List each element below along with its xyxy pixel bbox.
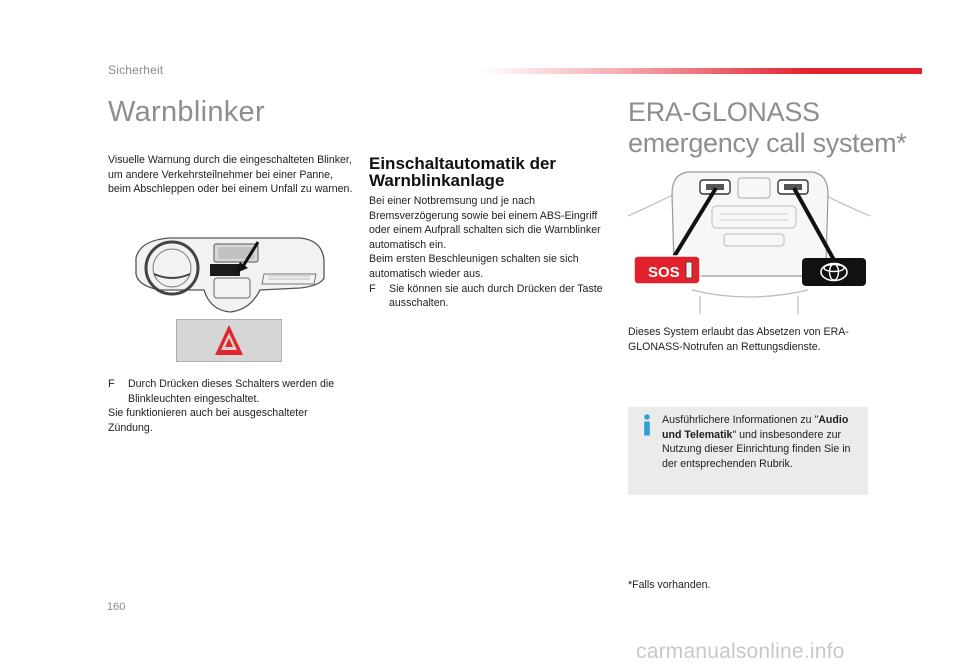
footnote: *Falls vorhanden. [628, 579, 711, 591]
info-text [662, 413, 862, 471]
bullet-marker: F [369, 282, 376, 295]
dashboard-illustration [130, 234, 330, 316]
intro-paragraph: Visuelle Warnung durch die eingeschalteten Blinker, um andere Verkehrsteilnehmer bei einer Panne, beim Abschleppen oder bei einem Unfall zu warnen. [108, 154, 353, 196]
bullet-text: Sie können sie auch durch Drücken der Taste ausschalten. [389, 282, 603, 310]
watermark: carmanualsonline.info [636, 640, 845, 663]
era-glonass-description: Dieses System erlaubt das Absetzen von ERA-GLONASS-Notrufen an Rettungsdienste. [628, 326, 849, 353]
einschaltautomatik-body [369, 194, 603, 311]
page-number: 160 [107, 601, 126, 613]
overhead-console-illustration [628, 164, 870, 316]
title-line-1: ERA-GLONASS [628, 97, 820, 127]
era-glonass-title [628, 97, 907, 159]
info-icon [640, 414, 654, 436]
page-title-warnblinker: Warnblinker [108, 96, 265, 128]
bullet-text: Durch Drücken dieses Schalters werden die Blinkleuchten eingeschaltet. [128, 378, 335, 405]
info-text-post: " und insbesondere zur Nutzung dieser Einrichtung finden Sie in der entsprechenden Rubrik. [662, 428, 851, 470]
sos-button-label: SOS [648, 264, 680, 281]
hazard-switch-image [176, 319, 282, 362]
paragraph-2: Beim ersten Beschleunigen schalten sie sich automatisch wieder aus. [369, 253, 579, 280]
bullet-marker: F [108, 378, 115, 390]
heading-line-1: Einschaltautomatik der [369, 154, 557, 173]
paragraph-1: Bei einer Notbremsung und je nach Bremsverzögerung sowie bei einem ABS-Eingriff oder einem Aufprall schalten sich die Warnblinker automatisch ein. [369, 195, 601, 251]
after-bullet-text: Sie funktionieren auch bei ausgeschalteter Zündung. [108, 407, 308, 434]
info-text-pre: Ausführlichere Informationen zu " [662, 414, 819, 426]
title-line-2: emergency call system* [628, 128, 907, 158]
heading-line-2: Warnblinkanlage [369, 171, 505, 190]
section-label: Sicherheit [108, 63, 164, 77]
hazard-switch-instructions [108, 377, 348, 435]
info-link-text: Audio und Telematik [662, 414, 849, 441]
header-accent-bar [480, 68, 922, 74]
section-heading-einschaltautomatik [369, 155, 599, 189]
